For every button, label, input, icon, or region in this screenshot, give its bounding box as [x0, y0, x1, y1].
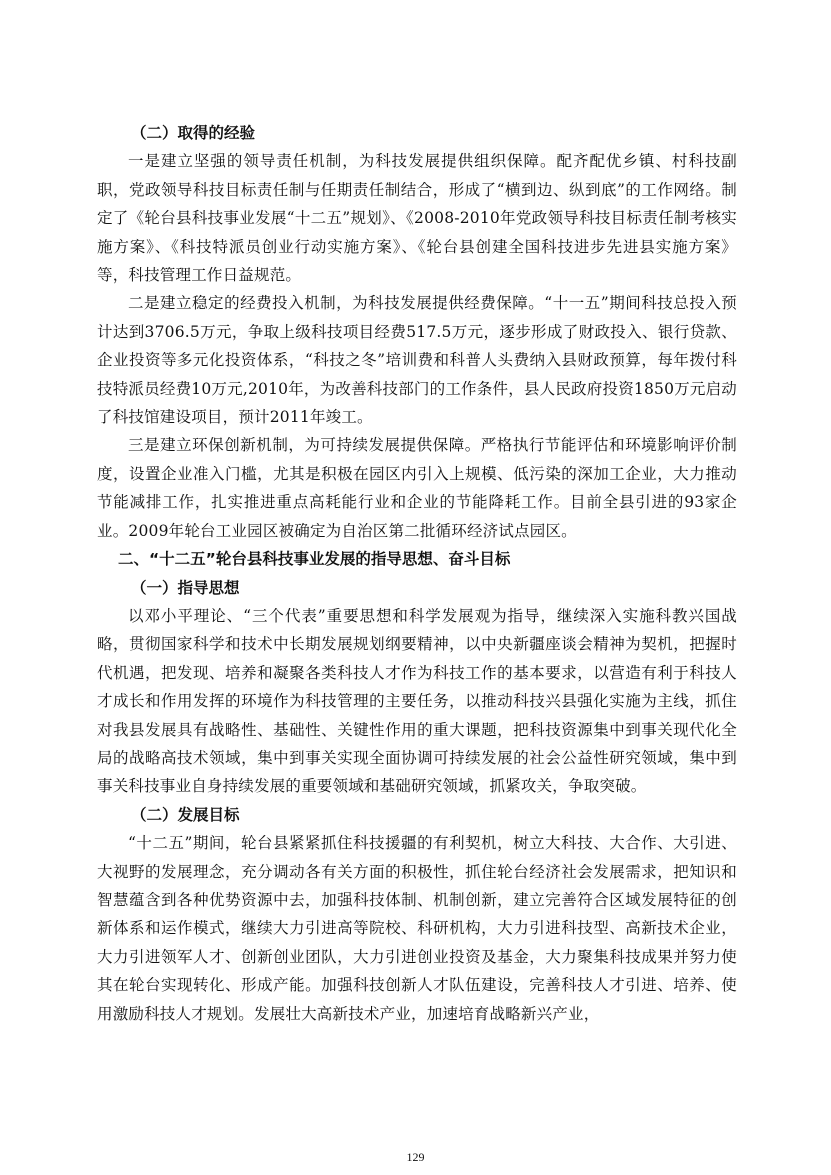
paragraph-development-goals: “十二五”期间，轮台县紧紧抓住科技援疆的有利契机，树立大科技、大合作、大引进、大视野的发展理念，充分调动各有关方面的积极性，抓住轮台经济社会发展需求，把知识和智慧蕴含到各种优势资源中去，加强科技体制、机制创新，建立完善符合区域发展特征的创新体系和运作模式，继续大力引进高等院校、科研机构，大力引进科技型、高新技术企业，大力引进领军人才、创新创业团队，大力引进创业投资及基金，大力聚集科技成果并努力使其在轮台实现转化、形成产能。加强科技创新人才队伍建设，完善科技人才引进、培养、使用激励科技人才规划。发展壮大高新技术产业，加速培育战略新兴产业，	[97, 834, 737, 1023]
page-number: 129	[406, 1150, 425, 1164]
heading-development-goals: （二）发展目标	[131, 805, 240, 824]
heading-guiding-thought: （一）指导思想	[131, 578, 240, 597]
document-body	[97, 119, 737, 1028]
paragraph-funding: 二是建立稳定的经费投入机制，为科技发展提供经费保障。“十一五”期间科技总投入预计达到3706.5万元，争取上级科技项目经费517.5万元，逐步形成了财政投入、银行贷款、企业投资等多元化投资体系，“科技之冬”培训费和科普人头费纳入县财政预算，每年拨付科技特派员经费10万元,2010年，为改善科技部门的工作条件，县人民政府投资1850万元启动了科技馆建设项目，预计2011年竣工。	[97, 294, 737, 427]
paragraph-guiding-thought: 以邓小平理论、“三个代表”重要思想和科学发展观为指导，继续深入实施科教兴国战略，贯彻国家科学和技术中长期发展规划纲要精神，以中央新疆座谈会精神为契机，把握时代机遇，把发现、培养和凝聚各类科技人才作为科技工作的基本要求，以营造有利于科技人才成长和作用发挥的环境作为科技管理的主要任务，以推动科技兴县强化实施为主线，抓住对我县发展具有战略性、基础性、关键性作用的重大课题，把科技资源集中到事关现代化全局的战略高技术领域，集中到事关实现全面协调可持续发展的社会公益性研究领域，集中到事关科技事业自身持续发展的重要领域和基础研究领域，抓紧攻关，争取突破。	[97, 606, 737, 796]
paragraph-environment: 三是建立环保创新机制，为可持续发展提供保障。严格执行节能评估和环境影响评价制度，设置企业准入门槛，尤其是积极在园区内引入上规模、低污染的深加工企业，大力推动节能减排工作，扎实推进重点高耗能行业和企业的节能降耗工作。目前全县引进的93家企业。2009年轮台工业园区被确定为自治区第二批循环经济试点园区。	[97, 436, 737, 540]
paragraph-leadership: 一是建立坚强的领导责任机制，为科技发展提供组织保障。配齐配优乡镇、村科技副职，党政领导科技目标责任制与任期责任制结合，形成了“横到边、纵到底”的工作网络。制定了《轮台县科技事业发展“十二五”规划》、《2008-2010年党政领导科技目标责任制考核实施方案》、《科技特派员创业行动实施方案》、《轮台县创建全国科技进步先进县实施方案》等，科技管理工作日益规范。	[97, 152, 737, 285]
heading-experience: （二）取得的经验	[131, 124, 256, 142]
heading-section-two: 二、“十二五”轮台县科技事业发展的指导思想、奋斗目标	[118, 550, 511, 569]
